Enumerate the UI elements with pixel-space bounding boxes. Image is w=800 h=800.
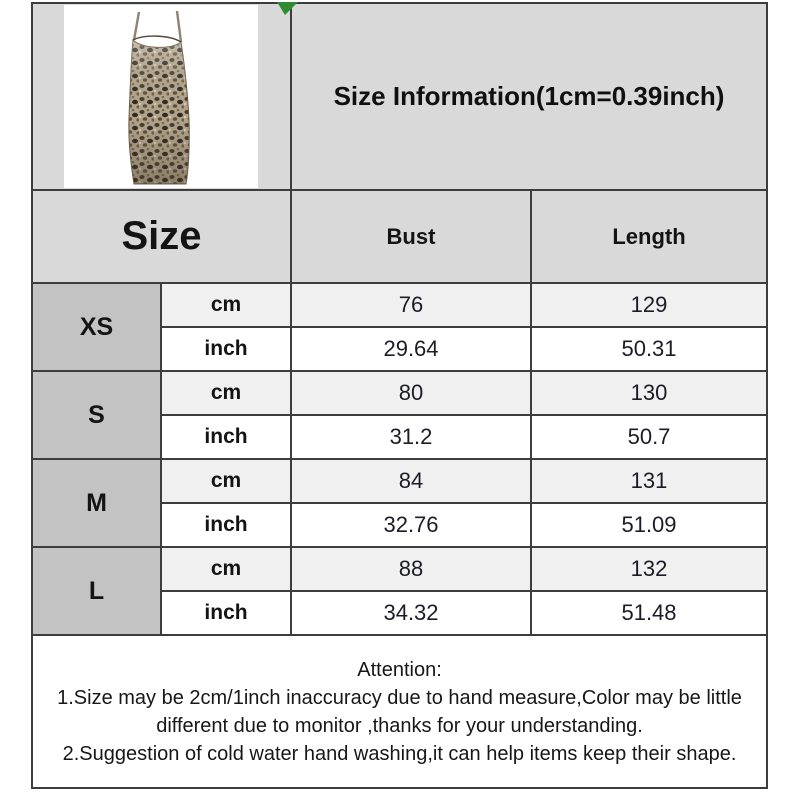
- unit-inch-l: inch: [161, 591, 291, 635]
- header-bust: Bust: [291, 190, 531, 283]
- header-size: Size: [32, 190, 291, 283]
- value-s-inch-bust: 31.2: [291, 415, 531, 459]
- value-xs-inch-length: 50.31: [531, 327, 767, 371]
- value-m-cm-bust: 84: [291, 459, 531, 503]
- unit-cm-xs: cm: [161, 283, 291, 327]
- value-s-cm-bust: 80: [291, 371, 531, 415]
- attention-heading: Attention:: [357, 658, 442, 681]
- unit-cm-s: cm: [161, 371, 291, 415]
- unit-cm-l: cm: [161, 547, 291, 591]
- size-label-m: M: [32, 459, 161, 547]
- attention-line-2: 2.Suggestion of cold water hand washing,it can help items keep their shape.: [62, 742, 737, 765]
- unit-inch-m: inch: [161, 503, 291, 547]
- size-label-xs: XS: [32, 283, 161, 371]
- value-l-inch-length: 51.48: [531, 591, 767, 635]
- attention-line-1: 1.Size may be 2cm/1inch inaccuracy due to hand measure,Color may be little different due to monitor ,thanks for your understanding.: [57, 686, 742, 737]
- product-photo: [64, 5, 258, 188]
- header-length: Length: [531, 190, 767, 283]
- value-m-inch-length: 51.09: [531, 503, 767, 547]
- value-s-inch-length: 50.7: [531, 415, 767, 459]
- value-l-cm-bust: 88: [291, 547, 531, 591]
- page-title: Size Information(1cm=0.39inch): [333, 81, 725, 111]
- value-l-inch-bust: 34.32: [291, 591, 531, 635]
- size-label-s: S: [32, 371, 161, 459]
- value-xs-cm-bust: 76: [291, 283, 531, 327]
- value-m-inch-bust: 32.76: [291, 503, 531, 547]
- unit-inch-xs: inch: [161, 327, 291, 371]
- size-label-l: L: [32, 547, 161, 635]
- title-cell: [291, 3, 767, 190]
- leopard-dress-image: [64, 5, 258, 188]
- value-l-cm-length: 132: [531, 547, 767, 591]
- value-xs-cm-length: 129: [531, 283, 767, 327]
- size-table: [31, 2, 768, 789]
- value-xs-inch-bust: 29.64: [291, 327, 531, 371]
- attention-note: [32, 635, 767, 788]
- value-m-cm-length: 131: [531, 459, 767, 503]
- green-corner-marker-icon: [277, 2, 299, 16]
- unit-cm-m: cm: [161, 459, 291, 503]
- unit-inch-s: inch: [161, 415, 291, 459]
- value-s-cm-length: 130: [531, 371, 767, 415]
- product-image-cell: [32, 3, 291, 190]
